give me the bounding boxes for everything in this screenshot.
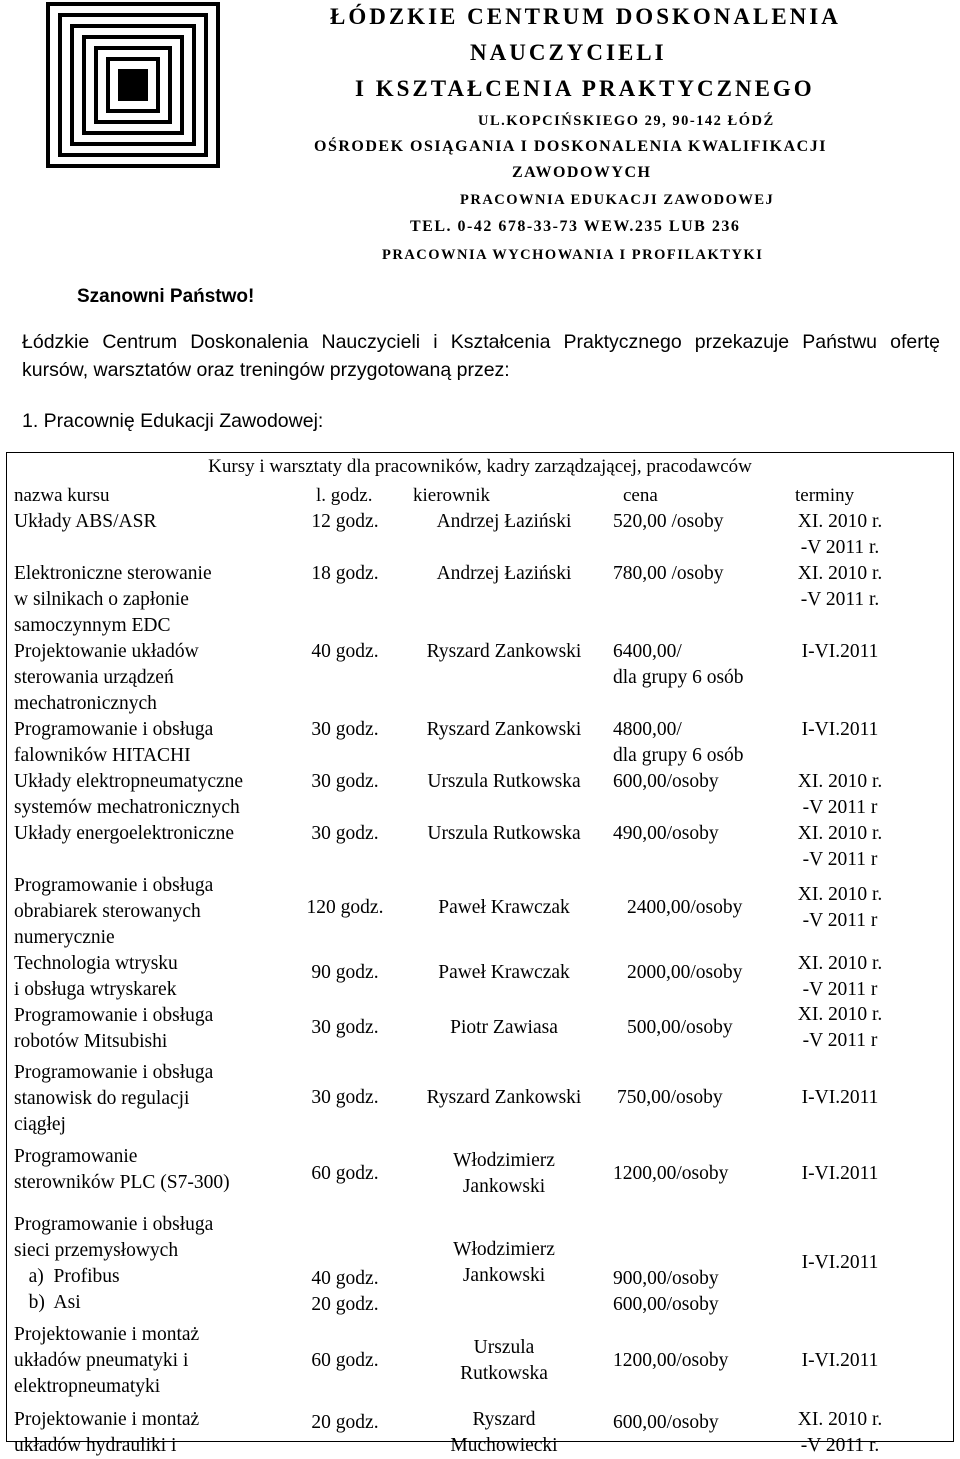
cell-name (14, 951, 178, 1003)
cell-line: 60 godz. (311, 1350, 379, 1371)
cell-price (613, 1348, 728, 1374)
cell-line: Piotr Zawiasa (450, 1017, 558, 1038)
cell-hours (290, 717, 400, 743)
cell-price (613, 769, 719, 795)
cell-price (613, 1161, 728, 1187)
header-pracownia-wychowania: PRACOWNIA WYCHOWANIA I PROFILAKTYKI (382, 247, 764, 263)
cell-line: Urszula (473, 1337, 535, 1358)
cell-line: falowników HITACHI (14, 745, 191, 766)
institution-logo (46, 2, 220, 168)
cell-dates (775, 1407, 905, 1459)
cell-price (613, 509, 724, 535)
cell-line: -V 2011 r (802, 797, 878, 818)
cell-line: Projektowanie układów (14, 641, 199, 662)
cell-dates (775, 821, 905, 873)
cell-hours (290, 821, 400, 847)
cell-line: samoczynnym EDC (14, 615, 171, 636)
cell-dates (775, 561, 905, 613)
cell-hours (290, 769, 400, 795)
cell-line: stanowisk do regulacji (14, 1088, 190, 1109)
cell-line: 500,00/osoby (627, 1017, 733, 1038)
cell-line: Jankowski (462, 1176, 546, 1197)
cell-line: Układy energoelektroniczne (14, 823, 235, 844)
cell-dates (775, 1250, 905, 1276)
cell-line: Urszula Rutkowska (427, 771, 581, 792)
cell-line: XI. 2010 r. (797, 953, 883, 974)
header-zawodowych: ZAWODOWYCH (512, 164, 652, 181)
cell-line: -V 2011 r (802, 1030, 878, 1051)
cell-dates (775, 769, 905, 821)
cell-leader (405, 1148, 603, 1200)
cell-line: 600,00/osoby (613, 771, 719, 792)
cell-line: sterowania urządzeń (14, 667, 174, 688)
cell-line: dla grupy 6 osób (613, 745, 744, 766)
cell-hours (290, 1410, 400, 1436)
cell-line: dla grupy 6 osób (613, 667, 744, 688)
cell-line: Programowanie i obsługa (14, 1214, 214, 1235)
cell-line: 900,00/osoby (613, 1268, 719, 1289)
cell-line: Technologia wtrysku (14, 953, 178, 974)
cell-line: Ryszard Zankowski (426, 719, 582, 740)
cell-line: 20 godz. (311, 1294, 379, 1315)
cell-line: -V 2011 r (802, 910, 878, 931)
header-address: UL.KOPCIŃSKIEGO 29, 90-142 ŁÓDŹ (478, 113, 775, 129)
cell-dates (775, 717, 905, 743)
course-table (6, 452, 954, 1456)
cell-line: Elektroniczne sterowanie (14, 563, 212, 584)
cell-line: sieci przemysłowych (14, 1240, 179, 1261)
cell-dates (775, 639, 905, 665)
table-caption: Kursy i warsztaty dla pracowników, kadry zarządzającej, pracodawców (208, 456, 752, 477)
cell-name (14, 821, 234, 847)
cell-dates (775, 1348, 905, 1374)
cell-name (14, 717, 213, 769)
cell-line: XI. 2010 r. (797, 511, 883, 532)
header-line-2: NAUCZYCIELI (470, 40, 667, 65)
cell-line: mechatronicznych (14, 693, 157, 714)
cell-line: 40 godz. (311, 641, 379, 662)
cell-line: XI. 2010 r. (797, 1004, 883, 1025)
cell-line: 6400,00/ (613, 641, 682, 662)
cell-line: XI. 2010 r. (797, 823, 883, 844)
cell-line: 18 godz. (311, 563, 379, 584)
cell-line: 520,00 /osoby (613, 511, 724, 532)
cell-line: -V 2011 r (802, 849, 878, 870)
cell-line: Paweł Krawczak (438, 962, 570, 983)
header-line-3: I KSZTAŁCENIA PRAKTYCZNEGO (355, 76, 815, 101)
header-pracownia-edukacji: PRACOWNIA EDUKACJI ZAWODOWEJ (460, 192, 775, 208)
cell-line: 30 godz. (311, 823, 379, 844)
header-line-1: ŁÓDZKIE CENTRUM DOSKONALENIA (330, 4, 841, 29)
column-header-leader: kierownik (413, 485, 491, 506)
cell-dates (775, 951, 905, 1003)
cell-line: Ryszard (472, 1409, 536, 1430)
cell-leader (405, 561, 603, 587)
cell-price (627, 960, 742, 986)
cell-line: 2000,00/osoby (627, 962, 743, 983)
cell-line: obrabiarek sterowanych (14, 901, 201, 922)
cell-price (627, 895, 742, 921)
cell-line: systemów mechatronicznych (14, 797, 240, 818)
cell-line: 30 godz. (311, 1017, 379, 1038)
cell-line: 600,00/osoby (613, 1412, 719, 1433)
cell-line: 600,00/osoby (613, 1294, 719, 1315)
cell-line: 30 godz. (311, 719, 379, 740)
cell-name (14, 1407, 199, 1459)
cell-hours (290, 1348, 400, 1374)
cell-line: układów pneumatyki i (14, 1350, 189, 1371)
cell-leader (405, 509, 603, 535)
cell-line: I-VI.2011 (801, 641, 879, 662)
cell-line: I-VI.2011 (801, 719, 879, 740)
cell-line: 12 godz. (311, 511, 379, 532)
cell-leader (405, 1085, 603, 1111)
cell-leader (405, 769, 603, 795)
cell-hours (290, 1085, 400, 1111)
cell-leader (405, 960, 603, 986)
cell-hours (290, 561, 400, 587)
cell-line: -V 2011 r. (800, 537, 880, 558)
cell-name (14, 1060, 213, 1138)
cell-hours (290, 1161, 400, 1187)
cell-line: Jankowski (462, 1265, 546, 1286)
cell-dates (775, 1161, 905, 1187)
cell-line: Programowanie i obsługa (14, 1062, 214, 1083)
cell-line: Programowanie (14, 1146, 138, 1167)
cell-line: Andrzej Łaziński (436, 511, 572, 532)
cell-line: I-VI.2011 (801, 1252, 879, 1273)
header-telephone: TEL. 0-42 678-33-73 WEW.235 LUB 236 (410, 218, 741, 235)
cell-leader (405, 717, 603, 743)
cell-name (14, 1212, 213, 1316)
cell-line: Programowanie i obsługa (14, 875, 214, 896)
cell-line: Ryszard Zankowski (426, 1087, 582, 1108)
cell-line: robotów Mitsubishi (14, 1031, 168, 1052)
cell-name (14, 639, 199, 717)
cell-line: układów hydrauliki i (14, 1435, 177, 1456)
cell-line: 120 godz. (306, 897, 384, 918)
cell-line: elektropneumatyki (14, 1376, 161, 1397)
cell-price (613, 717, 744, 769)
cell-line: 1200,00/osoby (613, 1163, 729, 1184)
cell-dates (775, 509, 905, 561)
cell-line: 20 godz. (311, 1412, 379, 1433)
cell-dates (775, 1002, 905, 1054)
cell-price (613, 1266, 719, 1318)
cell-line: 780,00 /osoby (613, 563, 724, 584)
cell-name (14, 1322, 199, 1400)
cell-line: Projektowanie i montaż (14, 1324, 200, 1345)
cell-line: Ryszard Zankowski (426, 641, 582, 662)
cell-line: 30 godz. (311, 1087, 379, 1108)
cell-line: Rutkowska (460, 1363, 548, 1384)
cell-line: 750,00/osoby (617, 1087, 723, 1108)
cell-name (14, 873, 213, 951)
cell-leader (405, 1407, 603, 1459)
cell-line: 2400,00/osoby (627, 897, 743, 918)
cell-line: ciągłej (14, 1114, 66, 1135)
header-osrodek: OŚRODEK OSIĄGANIA I DOSKONALENIA KWALIFIKACJI (314, 138, 827, 155)
cell-line: Programowanie i obsługa (14, 719, 214, 740)
cell-price (627, 1015, 733, 1041)
cell-hours (290, 960, 400, 986)
cell-line: a) Profibus (14, 1266, 120, 1287)
cell-dates (775, 1085, 905, 1111)
cell-line: XI. 2010 r. (797, 884, 883, 905)
cell-hours (290, 509, 400, 535)
cell-leader (405, 639, 603, 665)
cell-leader (405, 895, 603, 921)
column-header-hours: l. godz. (316, 485, 373, 506)
section-title: 1. Pracownię Edukacji Zawodowej: (22, 410, 324, 432)
cell-line: 30 godz. (311, 771, 379, 792)
cell-line: XI. 2010 r. (797, 563, 883, 584)
cell-leader (405, 1015, 603, 1041)
cell-price (613, 1410, 719, 1436)
cell-name (14, 561, 212, 639)
cell-line: Muchowiecki (450, 1435, 558, 1456)
intro-paragraph: Łódzkie Centrum Doskonalenia Nauczycieli i Kształcenia Praktycznego przekazuje Państwu ofertę kursów, warsztatów oraz treningów przygotowaną przez: (22, 331, 940, 381)
cell-line: Andrzej Łaziński (436, 563, 572, 584)
cell-leader (405, 1335, 603, 1387)
cell-line: -V 2011 r. (800, 589, 880, 610)
cell-leader (405, 1237, 603, 1289)
cell-price (613, 639, 744, 691)
cell-line: I-VI.2011 (801, 1087, 879, 1108)
cell-line: 4800,00/ (613, 719, 682, 740)
cell-line: Układy elektropneumatyczne (14, 771, 244, 792)
cell-line: b) Asi (14, 1292, 81, 1313)
cell-line: 1200,00/osoby (613, 1350, 729, 1371)
cell-dates (775, 882, 905, 934)
cell-name (14, 769, 243, 821)
cell-price (613, 561, 724, 587)
cell-line: Programowanie i obsługa (14, 1005, 214, 1026)
cell-line: XI. 2010 r. (797, 1409, 883, 1430)
cell-name (14, 509, 157, 535)
cell-hours (290, 1266, 400, 1318)
cell-line: 490,00/osoby (613, 823, 719, 844)
cell-line: XI. 2010 r. (797, 771, 883, 792)
cell-hours (290, 1015, 400, 1041)
cell-line: Paweł Krawczak (438, 897, 570, 918)
cell-line: w silnikach o zapłonie (14, 589, 189, 610)
cell-line: Projektowanie i montaż (14, 1409, 200, 1430)
cell-line: Włodzimierz (453, 1150, 555, 1171)
cell-price (613, 821, 719, 847)
column-header-price: cena (623, 485, 658, 506)
cell-line: Układy ABS/ASR (14, 511, 157, 532)
cell-line: 90 godz. (311, 962, 379, 983)
cell-hours (290, 639, 400, 665)
cell-line: Urszula Rutkowska (427, 823, 581, 844)
cell-line: Włodzimierz (453, 1239, 555, 1260)
cell-line: I-VI.2011 (801, 1350, 879, 1371)
cell-name (14, 1003, 213, 1055)
cell-line: 60 godz. (311, 1163, 379, 1184)
column-header-dates: terminy (795, 485, 855, 506)
cell-line: i obsługa wtryskarek (14, 979, 177, 1000)
column-header-name: nazwa kursu (14, 485, 110, 506)
cell-hours (290, 895, 400, 921)
cell-line: 40 godz. (311, 1268, 379, 1289)
cell-leader (405, 821, 603, 847)
cell-line: sterowników PLC (S7-300) (14, 1172, 230, 1193)
cell-line: -V 2011 r (802, 979, 878, 1000)
cell-price (617, 1085, 723, 1111)
salutation: Szanowni Państwo! (77, 286, 255, 307)
cell-line: -V 2011 r. (800, 1435, 880, 1456)
cell-line: numerycznie (14, 927, 115, 948)
cell-name (14, 1144, 230, 1196)
cell-line: I-VI.2011 (801, 1163, 879, 1184)
